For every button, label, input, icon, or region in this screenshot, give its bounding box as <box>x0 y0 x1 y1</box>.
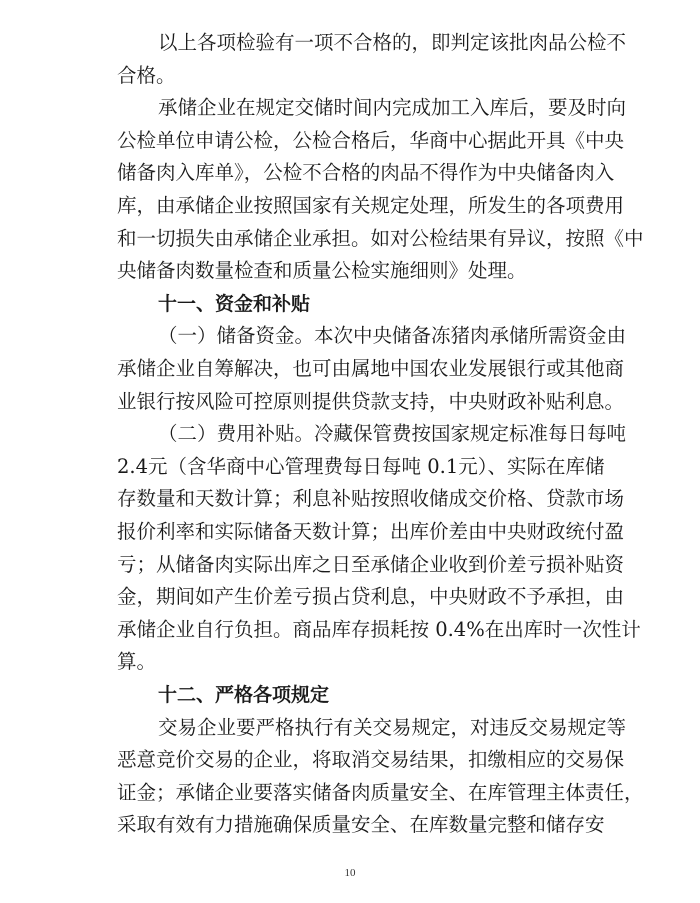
line-text: 公检单位申请公检，公检合格后，华商中心据此开具《中央 <box>117 129 625 152</box>
paragraph-line <box>0 517 700 547</box>
line-text: 证金；承储企业要落实储备肉质量安全、在库管理主体责任， <box>117 781 644 804</box>
line-text: 承储企业自筹解决，也可由属地中国农业发展银行或其他商 <box>117 357 625 380</box>
line-text: 储备肉入库单》，公检不合格的肉品不得作为中央储备肉入 <box>117 161 615 184</box>
line-text: 金，期间如产生价差亏损占贷利息，中央财政不予承担，由 <box>117 585 625 608</box>
paragraph-line <box>0 452 700 482</box>
paragraph-line <box>0 224 700 254</box>
line-text: （二）费用补贴。冷藏保管费按国家规定标准每日每吨 <box>158 422 627 445</box>
paragraph-line <box>0 615 700 645</box>
section-heading <box>0 289 700 319</box>
section-heading-text: 十一、资金和补贴 <box>158 293 311 315</box>
paragraph-line <box>0 713 700 743</box>
paragraph-line <box>0 126 700 156</box>
paragraph-line <box>0 419 700 449</box>
paragraph-line <box>0 810 700 840</box>
line-text: 恶意竞价交易的企业，将取消交易结果，扣缴相应的交易保 <box>117 748 625 771</box>
paragraph-line <box>0 582 700 612</box>
line-text: 央储备肉数量检查和质量公检实施细则》处理。 <box>117 259 527 282</box>
section-heading-text: 十二、严格各项规定 <box>158 684 330 706</box>
paragraph-line <box>0 28 700 58</box>
line-text: 和一切损失由承储企业承担。如对公检结果有异议，按照《中 <box>117 227 644 250</box>
line-text: 亏；从储备肉实际出库之日至承储企业收到价差亏损补贴资 <box>117 553 625 576</box>
line-text: 采取有效有力措施确保质量安全、在库数量完整和储存安 <box>117 813 605 836</box>
paragraph-line <box>0 647 700 677</box>
line-text: 存数量和天数计算；利息补贴按照收储成交价格、贷款市场 <box>117 487 625 510</box>
line-text: 库，由承储企业按照国家有关规定处理，所发生的各项费用 <box>117 194 625 217</box>
page-number: 10 <box>344 867 356 879</box>
line-text: 承储企业在规定交储时间内完成加工入库后，要及时向 <box>158 96 627 119</box>
paragraph-line <box>0 191 700 221</box>
paragraph-line <box>0 484 700 514</box>
paragraph-line <box>0 93 700 123</box>
paragraph-line <box>0 158 700 188</box>
paragraph-line <box>0 550 700 580</box>
line-text: 报价利率和实际储备天数计算；出库价差由中央财政统付盈 <box>117 520 625 543</box>
paragraph-line <box>0 387 700 417</box>
paragraph-line <box>0 321 700 351</box>
paragraph-line <box>0 778 700 808</box>
paragraph-line <box>0 745 700 775</box>
line-text: 2.4元（含华商中心管理费每日每吨 0.1元）、实际在库储 <box>117 455 605 478</box>
paragraph-line <box>0 61 700 91</box>
section-heading <box>0 680 700 710</box>
line-text: 交易企业要严格执行有关交易规定，对违反交易规定等 <box>158 716 627 739</box>
line-text: 业银行按风险可控原则提供贷款支持，中央财政补贴利息。 <box>117 390 625 413</box>
line-text: 算。 <box>117 650 157 673</box>
paragraph-line <box>0 354 700 384</box>
line-text: （一）储备资金。本次中央储备冻猪肉承储所需资金由 <box>158 324 627 347</box>
paragraph-line <box>0 256 700 286</box>
line-text: 以上各项检验有一项不合格的，即判定该批肉品公检不 <box>158 31 627 54</box>
line-text: 合格。 <box>117 64 176 87</box>
line-text: 承储企业自行负担。商品库存损耗按 0.4%在出库时一次性计 <box>117 618 641 641</box>
